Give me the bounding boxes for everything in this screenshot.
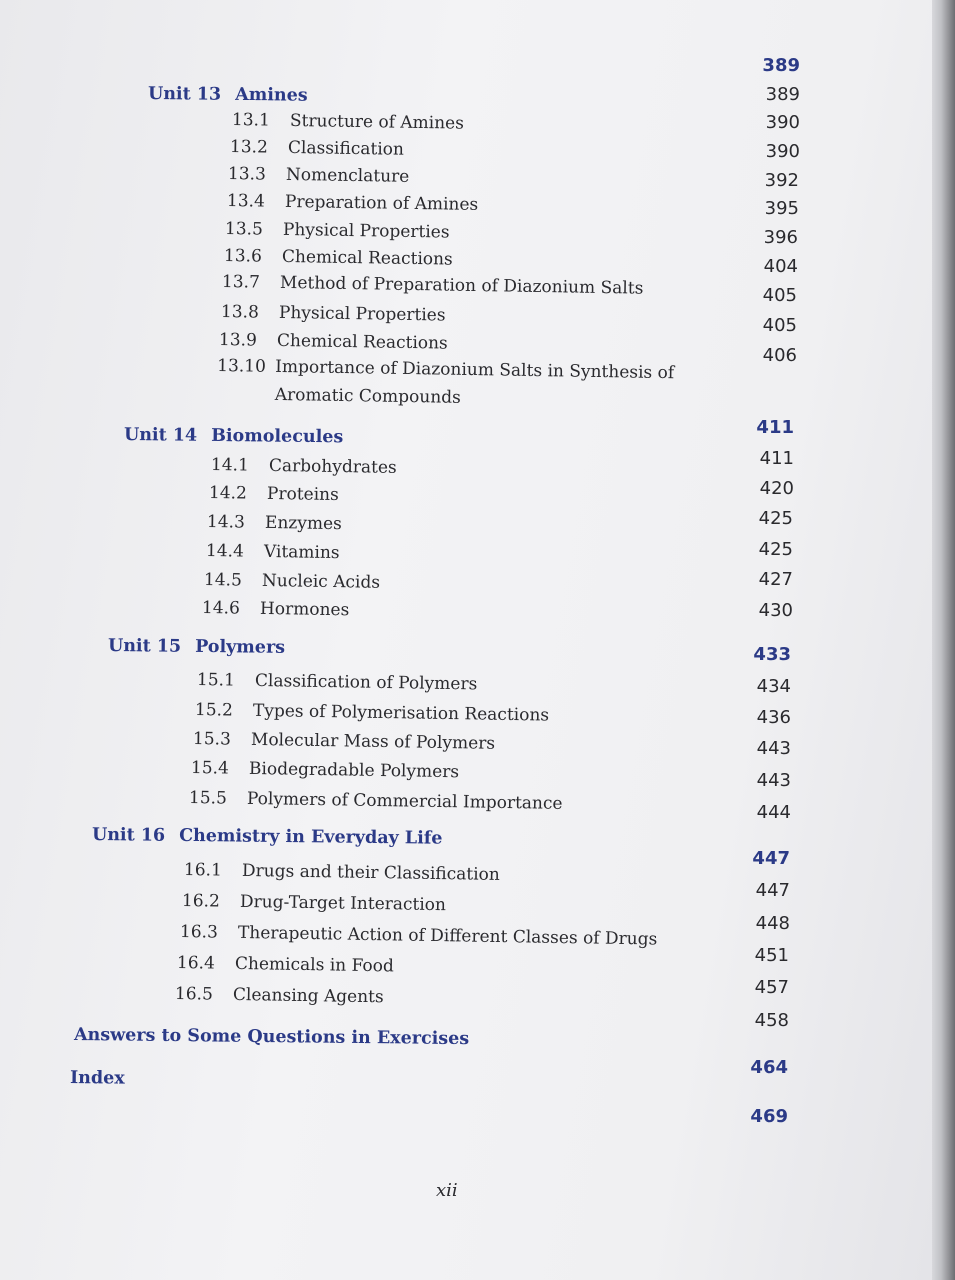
unit-heading — [108, 636, 285, 658]
toc-entry — [191, 758, 459, 782]
page-number: 447 — [755, 880, 790, 901]
section-number: 15.3 — [192, 729, 232, 750]
section-number: 13.7 — [221, 272, 261, 293]
toc-entry — [217, 356, 675, 411]
unit-heading — [92, 825, 443, 849]
toc-entry — [221, 302, 446, 326]
unit-heading — [124, 425, 343, 447]
section-title: Chemical Reactions — [276, 330, 448, 354]
section-title: Molecular Mass of Polymers — [250, 729, 496, 754]
toc-entry — [204, 570, 380, 593]
page-number: 406 — [762, 345, 797, 366]
section-title: Preparation of Amines — [284, 191, 479, 215]
page-number: 458 — [754, 1010, 789, 1031]
page-number: 469 — [750, 1106, 788, 1127]
section-number: 15.1 — [196, 670, 236, 691]
unit-heading — [148, 84, 308, 106]
section-number: 16.5 — [174, 984, 214, 1005]
page-number: 389 — [765, 84, 800, 105]
section-title: Drug-Target Interaction — [239, 891, 447, 916]
section-title: Chemicals in Food — [234, 953, 394, 977]
section-title: Cleansing Agents — [232, 984, 384, 1008]
unit-number: Unit 14 — [123, 425, 198, 446]
section-title-continued: Aromatic Compounds — [274, 384, 461, 408]
toc-entry — [225, 219, 450, 243]
section-title: Types of Polymerisation Reactions — [252, 700, 550, 726]
toc-entry — [207, 512, 342, 534]
toc-entry — [230, 137, 404, 160]
section-number: 14.5 — [203, 570, 243, 591]
page-number: 405 — [762, 285, 797, 306]
page-number: 451 — [754, 945, 789, 966]
section-title: Polymers of Commercial Importance — [246, 788, 563, 814]
section-number: 13.1 — [231, 110, 271, 131]
section-title: Structure of Amines — [289, 110, 465, 134]
toc-entry — [209, 483, 339, 505]
page-number: 464 — [750, 1057, 788, 1078]
page-edge-shadow — [932, 0, 955, 1280]
toc-entry — [175, 984, 384, 1007]
section-title: Method of Preparation of Diazonium Salts — [279, 272, 644, 299]
page-number: 457 — [754, 977, 789, 998]
page-number: 395 — [764, 198, 799, 219]
page-number: 392 — [764, 170, 799, 191]
answers-heading: Answers to Some Questions in Exercises — [73, 1025, 470, 1050]
page-number: 444 — [756, 802, 791, 823]
page-number: 411 — [759, 448, 794, 469]
page-number: 443 — [756, 770, 791, 791]
page-folio: xii — [436, 1180, 458, 1201]
section-title: Drugs and their Classification — [241, 860, 500, 885]
section-title: Importance of Diazonium Salts in Synthesis of — [275, 356, 675, 384]
section-title: Biodegradable Polymers — [248, 758, 460, 783]
unit-number: Unit 13 — [147, 84, 222, 105]
toc-entry — [232, 110, 464, 134]
toc-entry — [177, 953, 394, 976]
toc-entry — [182, 891, 446, 915]
page-number: 425 — [758, 539, 793, 560]
section-title: Classification — [287, 137, 405, 160]
toc-entry — [180, 922, 658, 949]
section-number: 14.1 — [210, 455, 250, 476]
start-page-number: 389 — [762, 55, 800, 76]
section-number: 13.4 — [226, 191, 266, 212]
unit-title: Amines — [235, 84, 308, 106]
page-number: 434 — [756, 676, 791, 697]
unit-title: Polymers — [195, 636, 286, 658]
section-number: 15.2 — [194, 700, 234, 721]
toc-entry — [219, 330, 448, 354]
section-title: Physical Properties — [282, 219, 450, 243]
page-number: 430 — [758, 600, 793, 621]
toc-entry — [202, 598, 350, 620]
section-number: 16.2 — [181, 891, 221, 912]
section-title: Chemical Reactions — [281, 246, 453, 270]
section-number: 13.8 — [220, 302, 260, 323]
unit-title: Chemistry in Everyday Life — [179, 825, 443, 849]
toc-entry — [227, 191, 479, 215]
section-number: 13.3 — [227, 164, 267, 185]
section-title: Vitamins — [263, 541, 340, 564]
toc-entry — [193, 729, 495, 754]
section-title: Enzymes — [264, 512, 342, 535]
toc-entry — [228, 164, 410, 187]
page-number: 396 — [763, 227, 798, 248]
page-number: 448 — [755, 913, 790, 934]
section-number: 16.1 — [183, 860, 223, 881]
toc-entry — [184, 860, 500, 885]
index-heading: Index — [69, 1068, 125, 1089]
page-number: 436 — [756, 707, 791, 728]
page-number: 425 — [758, 508, 793, 529]
section-number: 13.10 — [217, 356, 267, 377]
section-title: Proteins — [266, 483, 339, 506]
section-number: 15.4 — [190, 758, 230, 779]
page-number: 411 — [756, 417, 794, 438]
page-number: 433 — [753, 644, 791, 665]
section-title: Hormones — [259, 598, 350, 621]
section-number: 16.4 — [176, 953, 216, 974]
section-title: Nucleic Acids — [261, 570, 381, 593]
unit-number: Unit 15 — [107, 636, 182, 657]
section-number: 14.3 — [206, 512, 246, 533]
toc-entry — [189, 788, 563, 814]
toc-entry — [195, 700, 549, 726]
section-number: 13.5 — [224, 219, 264, 240]
section-number: 15.5 — [188, 788, 228, 809]
unit-title: Biomolecules — [211, 425, 344, 448]
section-title: Nomenclature — [285, 164, 410, 187]
page-number: 404 — [763, 256, 798, 277]
toc-entry — [206, 541, 340, 563]
section-number: 14.2 — [208, 483, 248, 504]
section-number: 13.6 — [223, 246, 263, 267]
section-number: 13.2 — [229, 137, 269, 158]
toc-entry — [197, 670, 478, 694]
page-number: 443 — [756, 738, 791, 759]
section-number: 14.4 — [205, 541, 245, 562]
section-title: Physical Properties — [278, 302, 446, 326]
toc-entry — [224, 246, 453, 270]
page-number: 405 — [762, 315, 797, 336]
page-number: 390 — [765, 112, 800, 133]
page-number: 427 — [758, 569, 793, 590]
page-number: 390 — [765, 141, 800, 162]
section-title: Carbohydrates — [268, 455, 397, 478]
unit-number: Unit 16 — [91, 825, 166, 846]
section-title: Therapeutic Action of Different Classes of Drugs — [237, 922, 658, 950]
toc-entry — [222, 272, 644, 299]
section-number: 13.9 — [218, 330, 258, 351]
toc-entry — [211, 455, 397, 478]
section-title: Classification of Polymers — [254, 670, 478, 695]
page-number: 447 — [752, 848, 790, 869]
section-number: 14.6 — [201, 598, 241, 619]
section-number: 16.3 — [179, 922, 219, 943]
page-number: 420 — [759, 478, 794, 499]
